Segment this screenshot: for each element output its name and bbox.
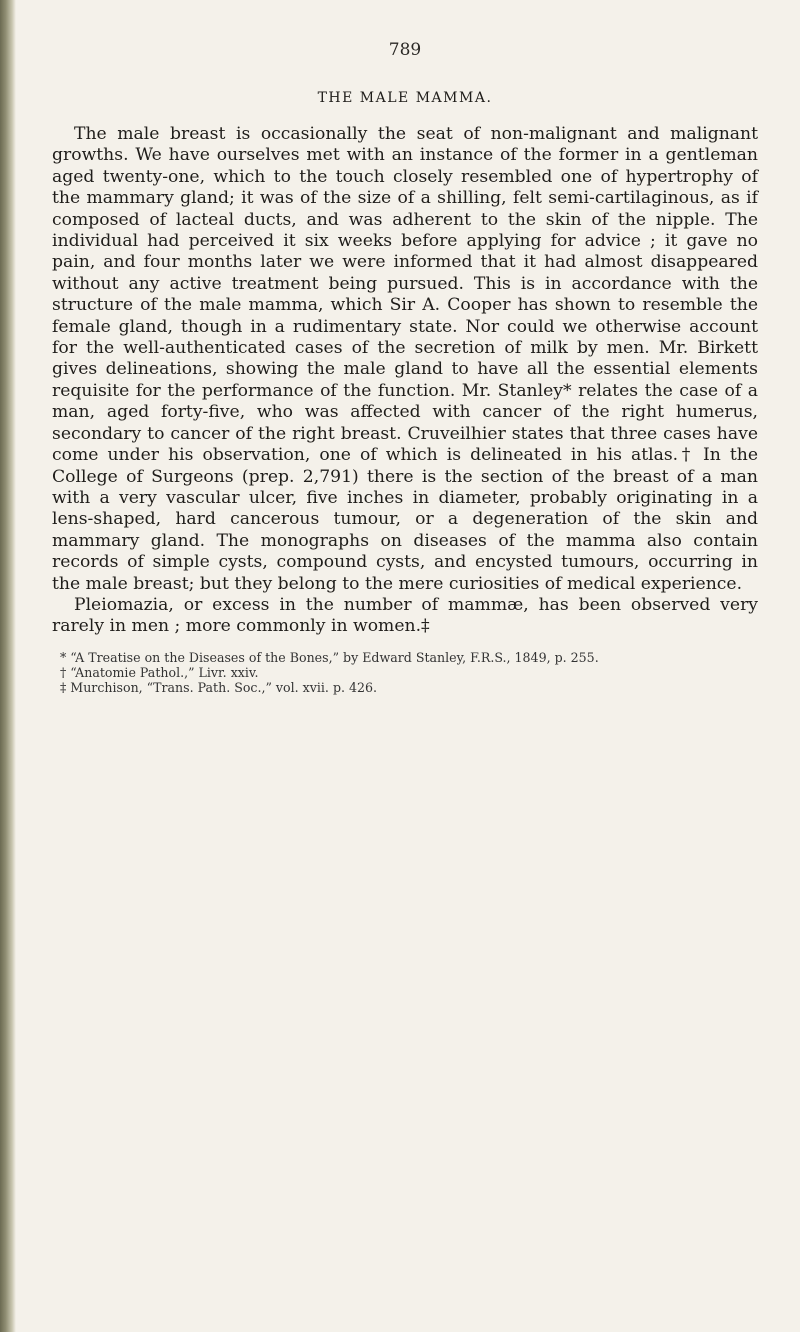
page-binding-edge bbox=[0, 0, 16, 1332]
footnotes bbox=[52, 650, 758, 695]
footnote: † “Anatomie Pathol.,” Livr. xxiv. bbox=[60, 664, 259, 680]
body-text bbox=[52, 124, 758, 638]
paragraph: Pleiomazia, or excess in the number of mammæ, has been observed very rarely in men ; more commonly in women.‡ bbox=[52, 594, 758, 637]
footnote: ‡ Murchison, “Trans. Path. Soc.,” vol. xvii. p. 426. bbox=[60, 679, 378, 695]
footnote: * “A Treatise on the Diseases of the Bones,” by Edward Stanley, F.R.S., 1849, p. 255. bbox=[60, 649, 599, 665]
page-number: 789 bbox=[388, 40, 422, 60]
paragraph: The male breast is occasionally the seat of non-malignant and malignant growths. We have ourselves met with an instance of the former in a gentleman aged twenty-one, which to the touch closely resembled one of hypertrophy of the mammary gland; it was of the size of a shilling, felt semi-cartilaginous, as if composed of lacteal ducts, and was adherent to the skin of the nipple. The individual had perceived it six weeks before applying for advice ; it gave no pain, and four months later we were informed that it had almost disappeared without any active treatment being pursued. This is in accordance with the structure of the male mamma, which Sir A. Cooper has shown to resemble the female gland, though in a rudimentary state. Nor could we otherwise account for the well-authenticated cases of the secretion of milk by men. Mr. Birkett gives delineations, showing the male gland to have all the essential elements requisite for the performance of the function. Mr. Stanley* relates the case of a man, aged forty-five, who was affected with cancer of the right humerus, secondary to cancer of the right breast. Cruveilhier states that three cases have come under his observation, one of which is delineated in his atlas.† In the College of Surgeons (prep. 2,791) there is the section of the breast of a man with a very vascular ulcer, five inches in diameter, probably originating in a lens-shaped, hard cancerous tumour, or a degeneration of the skin and mammary gland. The monographs on diseases of the mamma also contain records of simple cysts, compound cysts, and encysted tumours, occurring in the male breast; but they belong to the mere curiosities of medical experience. bbox=[52, 124, 758, 594]
book-page bbox=[52, 40, 758, 695]
running-head: THE MALE MAMMA. bbox=[317, 90, 493, 106]
